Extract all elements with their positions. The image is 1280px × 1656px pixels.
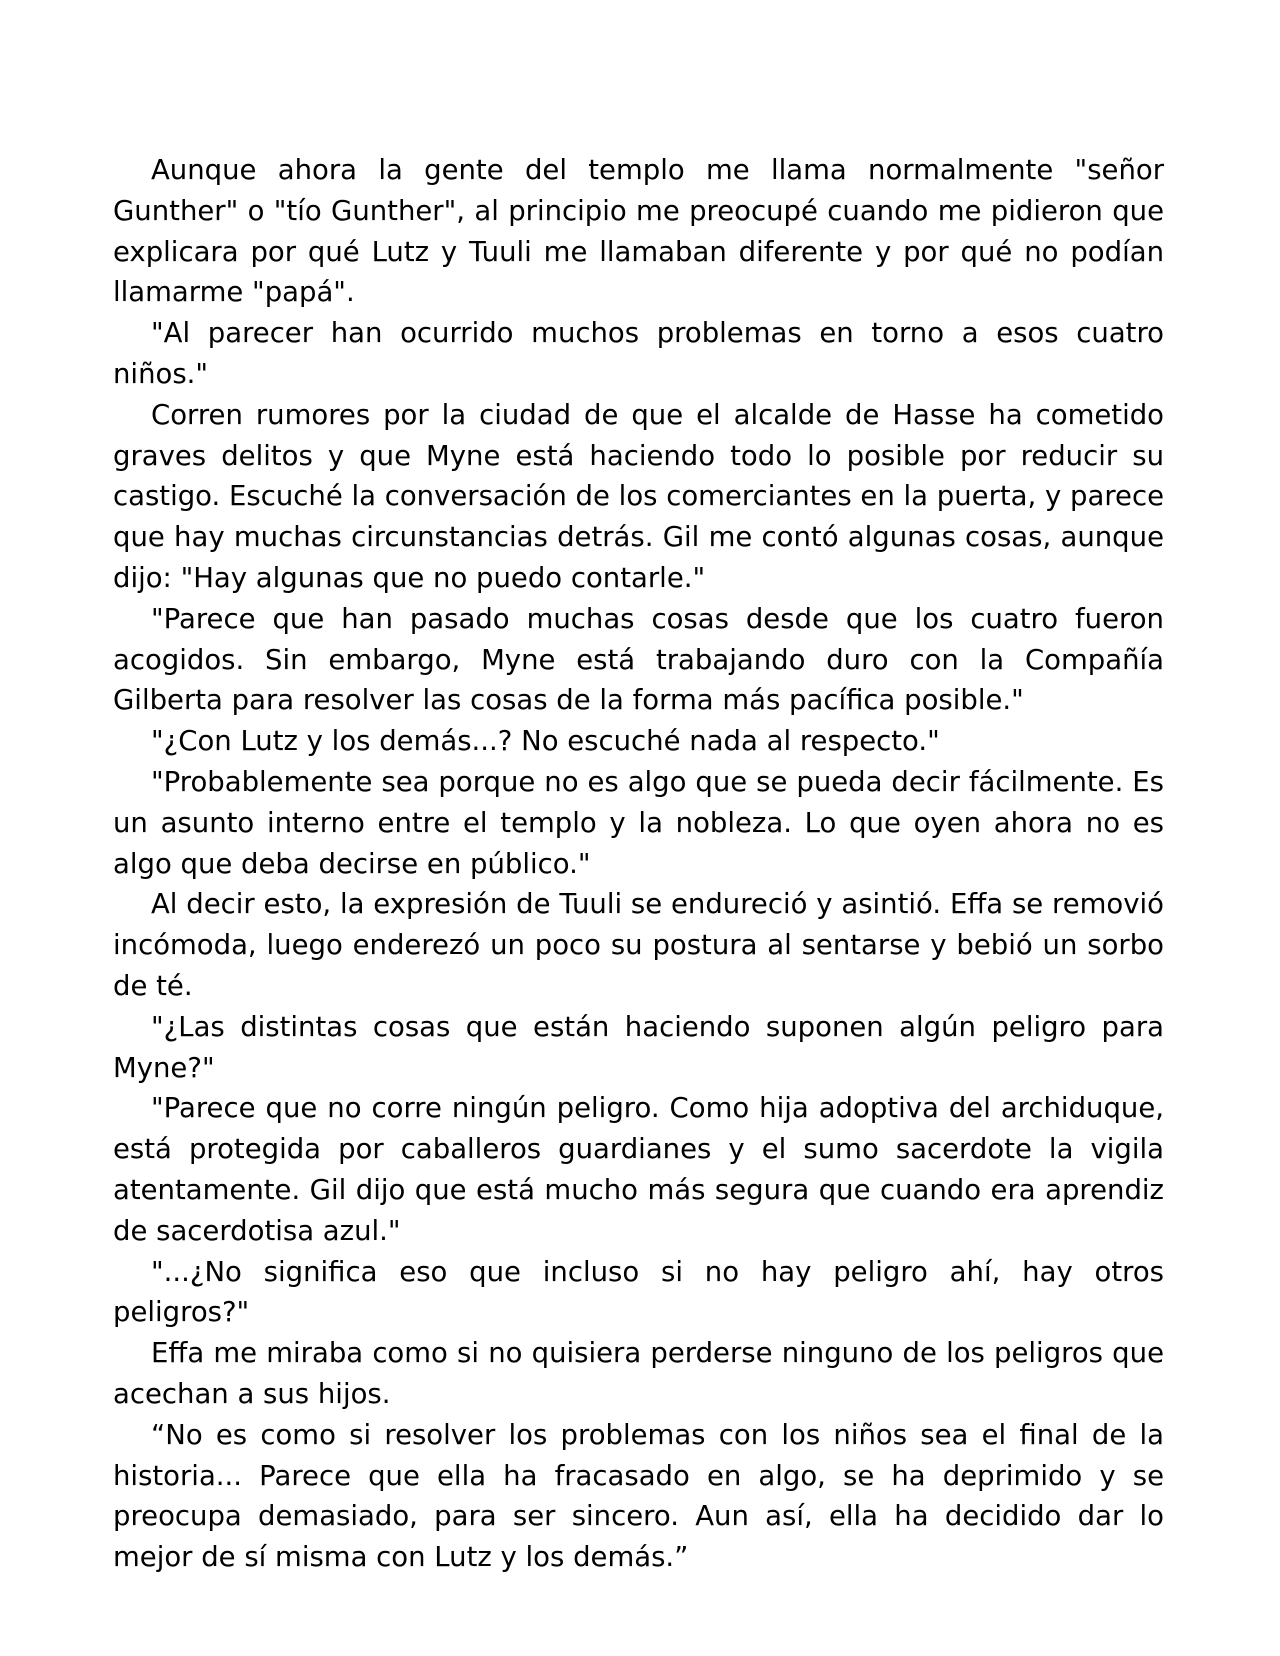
- paragraph: Al decir esto, la expresión de Tuuli se endureció y asintió. Effa se removió incómoda, luego enderezó un poco su postura al sentarse y bebió un sorbo de té.: [113, 888, 1164, 1002]
- paragraph: "Parece que no corre ningún peligro. Como hija adoptiva del archiduque, está protegida por caballeros guardianes y el sumo sacerdote la vigila atentamente. Gil dijo que está mucho más segura que cuando era aprendiz de sacerdotisa azul.": [113, 1092, 1164, 1247]
- paragraph: Corren rumores por la ciudad de que el alcalde de Hasse ha cometido graves delitos y que Myne está haciendo todo lo posible por reducir su castigo. Escuché la conversación de los comerciantes en la puerta, y parece que hay muchas circunstancias detrás. Gil me contó algunas cosas, aunque dijo: "Hay algunas que no puedo contarle.": [113, 398, 1164, 594]
- paragraph: "Al parecer han ocurrido muchos problemas en torno a esos cuatro niños.": [113, 317, 1164, 390]
- paragraph: Effa me miraba como si no quisiera perderse ninguno de los peligros que acechan a sus hijos.: [113, 1337, 1164, 1410]
- paragraph: "...¿No significa eso que incluso si no hay peligro ahí, hay otros peligros?": [113, 1255, 1164, 1329]
- document-body: [113, 150, 1164, 1578]
- paragraph: "¿Con Lutz y los demás...? No escuché nada al respecto.": [151, 725, 940, 758]
- paragraph: "Probablemente sea porque no es algo que se pueda decir fácilmente. Es un asunto interno entre el templo y la nobleza. Lo que oyen ahora no es algo que deba decirse en público.": [113, 765, 1164, 880]
- paragraph: "¿Las distintas cosas que están haciendo suponen algún peligro para Myne?": [113, 1010, 1164, 1084]
- paragraph: “No es como si resolver los problemas con los niños sea el final de la historia... Parece que ella ha fracasado en algo, se ha deprimido y se preocupa demasiado, para ser sincero. Aun así, ella ha decidido dar lo mejor de sí misma con Lutz y los demás.”: [113, 1418, 1164, 1574]
- paragraph: "Parece que han pasado muchas cosas desde que los cuatro fueron acogidos. Sin embargo, Myne está trabajando duro con la Compañía Gilberta para resolver las cosas de la forma más pacífica posible.": [113, 602, 1164, 717]
- paragraph: Aunque ahora la gente del templo me llama normalmente "señor Gunther" o "tío Gunther", al principio me preocupé cuando me pidieron que explicara por qué Lutz y Tuuli me llamaban diferente y por qué no podían llamarme "papá".: [113, 154, 1164, 309]
